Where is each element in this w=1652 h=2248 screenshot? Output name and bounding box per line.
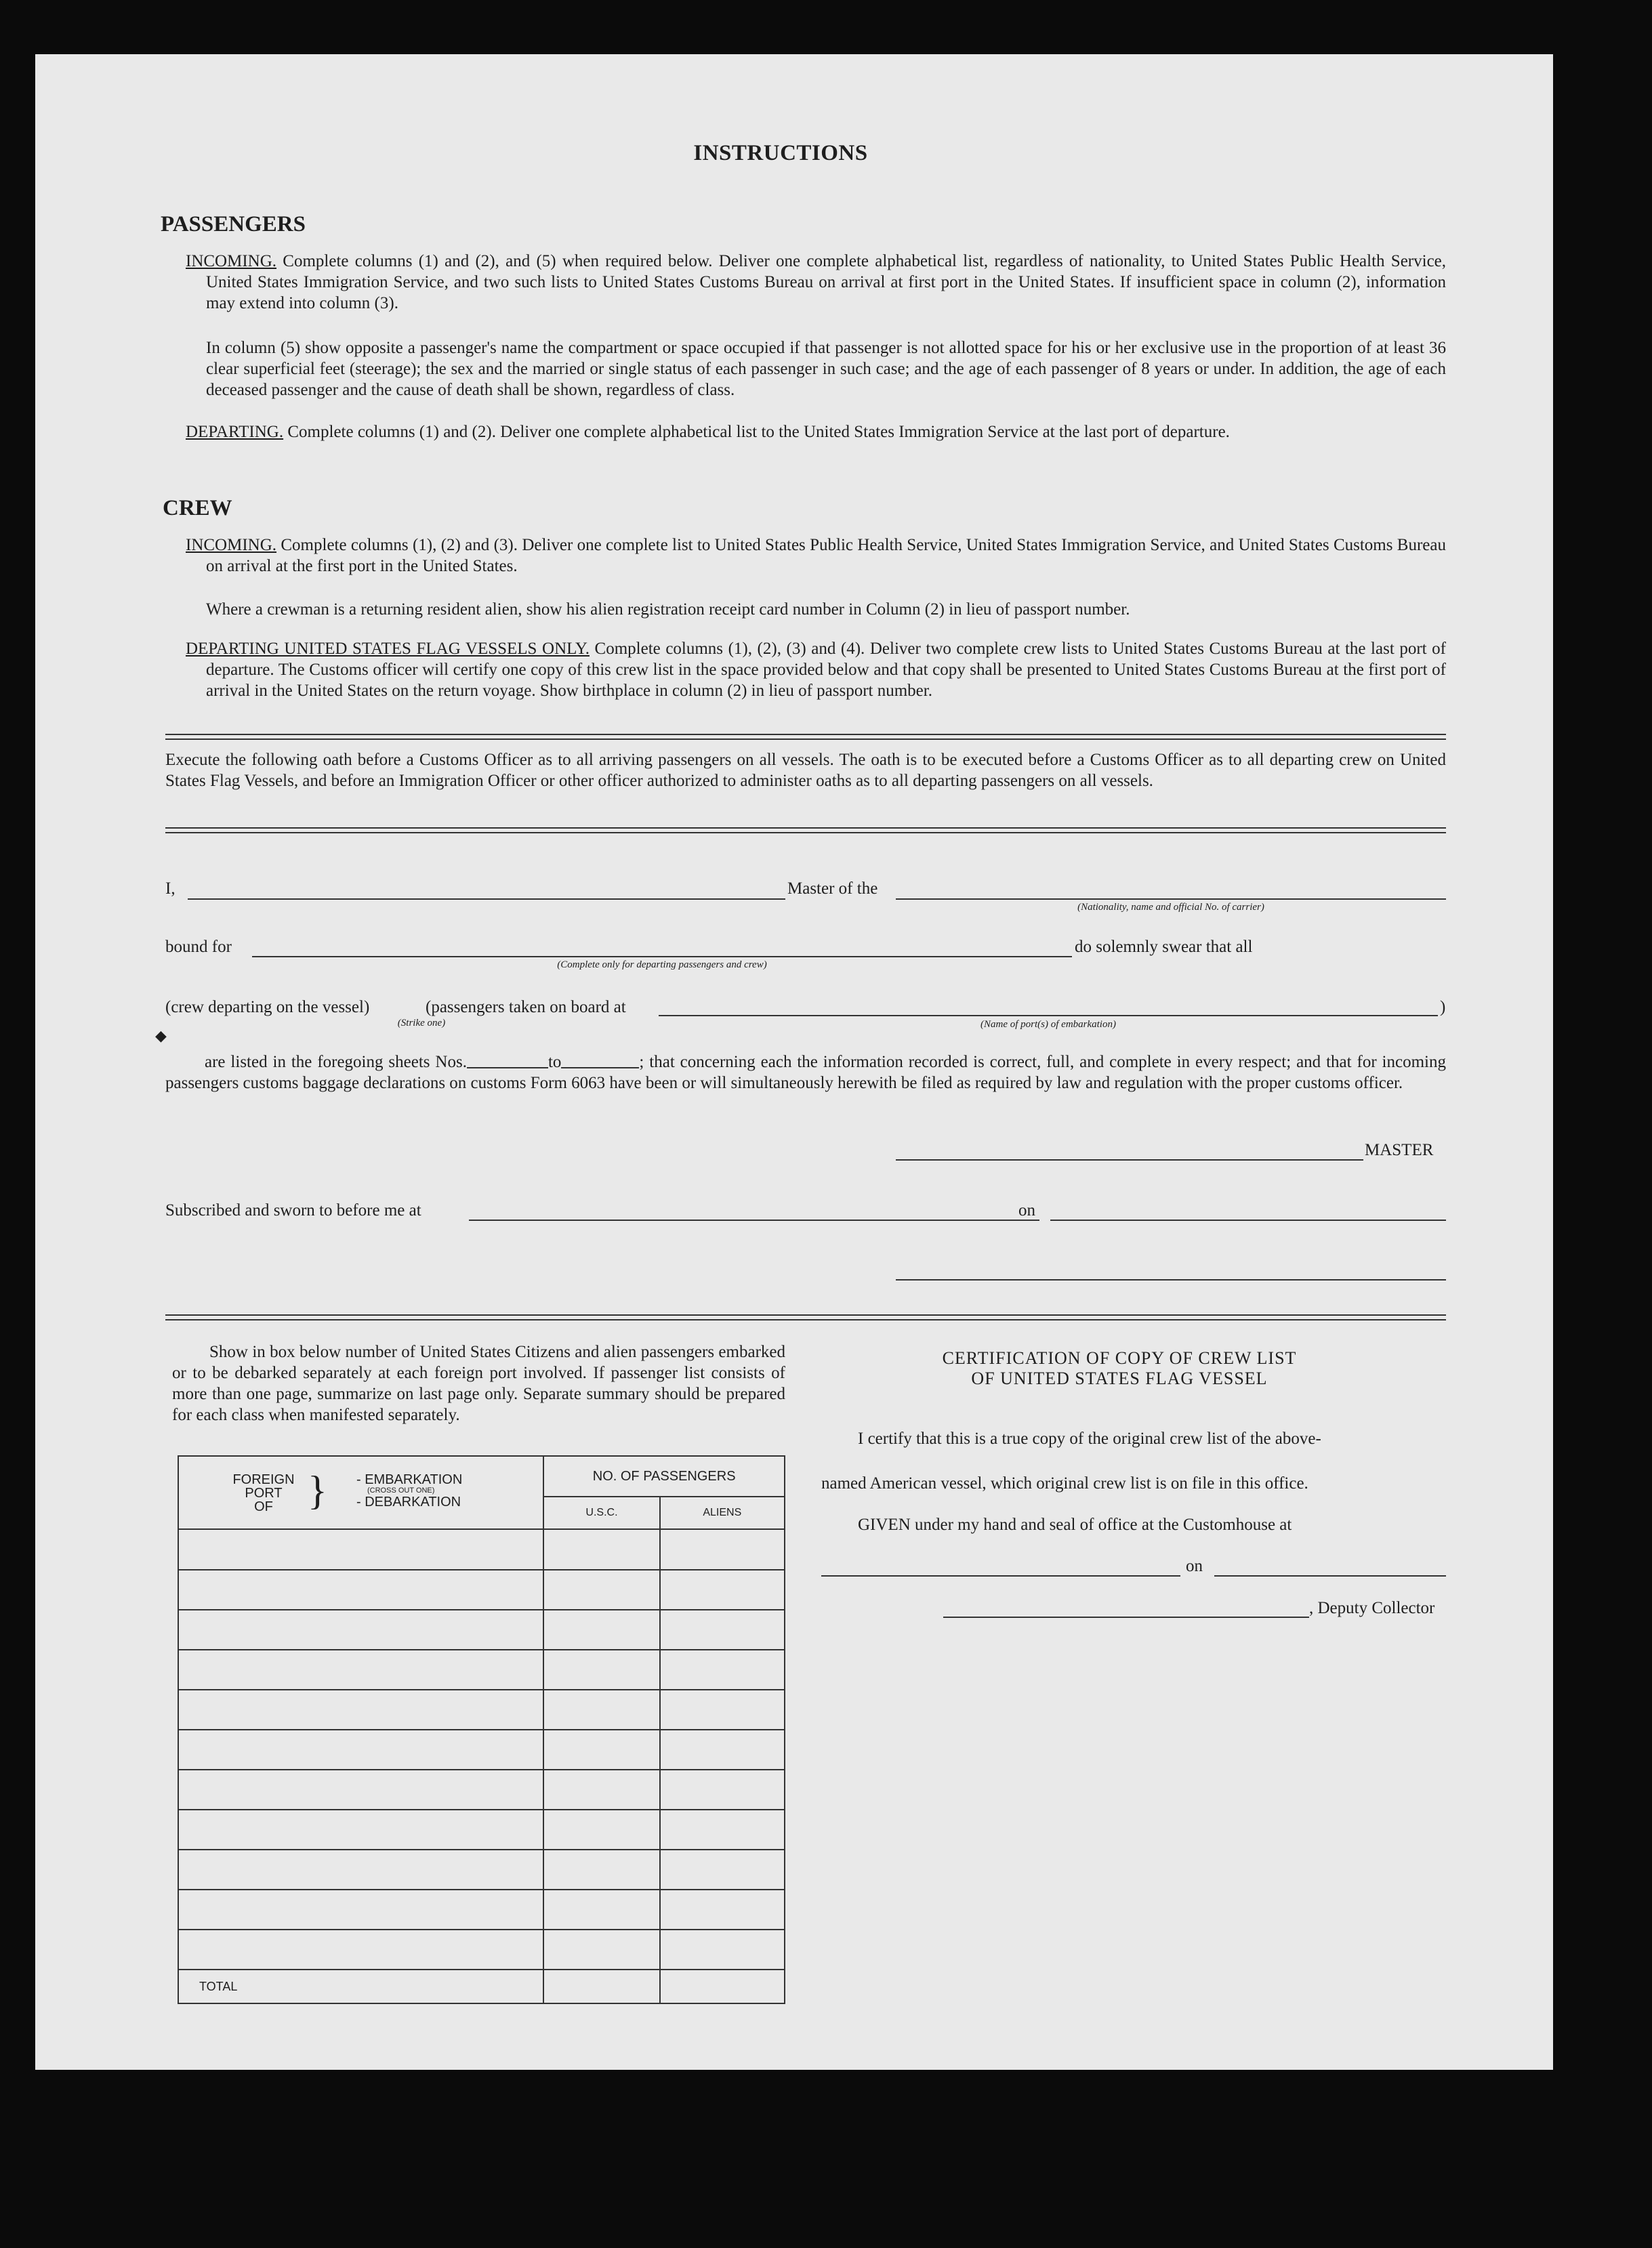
port-cell[interactable] — [178, 1930, 543, 1970]
usc-cell[interactable] — [543, 1770, 659, 1810]
port-cell[interactable] — [178, 1650, 543, 1690]
port-cell[interactable] — [178, 1570, 543, 1610]
debarkation-label[interactable]: - DEBARKATION — [356, 1495, 461, 1510]
certify-line2: named American vessel, which original crew list is on file in this office. — [821, 1474, 1308, 1493]
table-row — [178, 1610, 785, 1650]
carrier-caption: (Nationality, name and official No. of carrier) — [1077, 902, 1264, 913]
usc-cell[interactable] — [543, 1810, 659, 1850]
oath-intro-paragraph: Execute the following oath before a Customs Officer as to all arriving passengers on all vessels. The oath is to be executed before a Customs Officer as to all departing crew on United States Flag Vessels, and before an Immigration Officer or other officer authorized to administer oaths as to all departing passengers on all vessels. — [165, 751, 1446, 790]
summary-rows — [178, 1529, 785, 1970]
sworn-date-field[interactable] — [1050, 1220, 1446, 1221]
crew-heading: CREW — [163, 496, 232, 520]
port-cell[interactable] — [178, 1810, 543, 1850]
listed-rest-text: ; that concerning each the information recorded is correct, full, and complete in every respect; and that for incoming passengers customs baggage declarations on customs Form 6063 have been or will simultaneously herewith be filed as required by law and regulation with the proper customs officer. — [165, 1053, 1446, 1092]
port-cell[interactable] — [178, 1850, 543, 1890]
table-row — [178, 1810, 785, 1850]
embarkation-label[interactable]: - EMBARKATION — [356, 1472, 463, 1487]
cert-on-label: on — [1186, 1557, 1203, 1575]
port-cell[interactable] — [178, 1730, 543, 1770]
crew-departing-paragraph — [186, 638, 1446, 701]
usc-cell[interactable] — [543, 1690, 659, 1730]
diamond-mark-icon: ◆ — [155, 1027, 167, 1044]
divider — [165, 734, 1446, 740]
crew-incoming-text: Complete columns (1), (2) and (3). Deliver one complete list to United States Public Health Service, United States Immigration Service, and United States Customs Bureau on arrival at the first port in the United States. — [206, 536, 1446, 575]
divider — [165, 1314, 1446, 1320]
aliens-cell[interactable] — [660, 1850, 785, 1890]
total-aliens-cell[interactable] — [660, 1970, 785, 2003]
aliens-cell[interactable] — [660, 1770, 785, 1810]
port-cell[interactable] — [178, 1770, 543, 1810]
document-page — [35, 54, 1553, 2070]
usc-cell[interactable] — [543, 1529, 659, 1570]
customhouse-field[interactable] — [821, 1575, 1180, 1577]
certification-heading-line1: CERTIFICATION OF COPY OF CREW LIST — [942, 1348, 1297, 1368]
aliens-cell[interactable] — [660, 1930, 785, 1970]
master-signature-field[interactable] — [896, 1159, 1363, 1161]
certification-heading — [814, 1348, 1424, 1389]
aliens-cell[interactable] — [660, 1650, 785, 1690]
passengers-heading: PASSENGERS — [161, 212, 306, 236]
listed-in-text: are listed in the foregoing sheets Nos. — [205, 1053, 467, 1071]
crew-departing-text: Complete columns (1), (2), (3) and (4). Deliver two complete crew lists to United States Customs Bureau at the last port of departure. The Customs officer will certify one copy of this crew list in the space provided below and that copy shall be presented to United States Customs Bureau at the first port of arrival in the United States on the return voyage. Show birthplace in column (2) in lieu of passport number. — [206, 640, 1446, 700]
sheet-from-field[interactable] — [467, 1067, 548, 1068]
crew-incoming-paragraph — [186, 535, 1446, 577]
sworn-place-field[interactable] — [469, 1220, 1039, 1221]
subscribed-label: Subscribed and sworn to before me at — [165, 1201, 421, 1220]
bound-for-field[interactable] — [252, 956, 1072, 957]
passengers-departing-paragraph — [186, 421, 1446, 442]
oath-i-label: I, — [165, 879, 175, 898]
port-cell[interactable] — [178, 1610, 543, 1650]
table-row — [178, 1690, 785, 1730]
total-label: TOTAL — [178, 1970, 543, 2003]
ports-caption: (Name of port(s) of embarkation) — [980, 1019, 1116, 1030]
aliens-cell[interactable] — [660, 1810, 785, 1850]
cross-out-label: (CROSS OUT ONE) — [367, 1486, 435, 1495]
master-of-the-label: Master of the — [787, 879, 878, 898]
brace-mark: } — [308, 1468, 327, 1513]
strike-one-caption: (Strike one) — [397, 1018, 446, 1028]
summary-instructions: Show in box below number of United States Citizens and alien passengers embarked or to be debarked separately at each foreign port involved. If passenger list consists of more than one page, summarize on last page only. Separate summary should be prepared for each class when manifested separately. — [172, 1343, 785, 1424]
crew-crewman-paragraph: Where a crewman is a returning resident alien, show his alien registration receipt card number in Column (2) in lieu of passport number. — [206, 600, 1130, 619]
crew-departing-option[interactable]: (crew departing on the vessel) — [165, 998, 370, 1016]
to-label: to — [548, 1053, 562, 1071]
port-cell[interactable] — [178, 1690, 543, 1730]
bound-for-caption: (Complete only for departing passengers and crew) — [557, 959, 767, 970]
given-line: GIVEN under my hand and seal of office at the Customhouse at — [858, 1516, 1292, 1534]
on-label: on — [1018, 1201, 1035, 1220]
close-paren: ) — [1440, 998, 1446, 1016]
aliens-cell[interactable] — [660, 1690, 785, 1730]
solemnly-swear-label: do solemnly swear that all — [1075, 938, 1253, 956]
embarkation-ports-field[interactable] — [659, 1015, 1438, 1016]
passengers-taken-option[interactable]: (passengers taken on board at — [426, 998, 626, 1016]
carrier-field[interactable] — [896, 898, 1446, 900]
deputy-signature-field[interactable] — [943, 1617, 1309, 1618]
foreign-label: FOREIGN — [232, 1472, 295, 1487]
certification-heading-line2: OF UNITED STATES FLAG VESSEL — [971, 1369, 1268, 1388]
usc-cell[interactable] — [543, 1570, 659, 1610]
port-cell[interactable] — [178, 1890, 543, 1930]
master-name-field[interactable] — [188, 898, 785, 900]
passengers-departing-label: DEPARTING. — [186, 423, 284, 441]
port-header-cell — [178, 1456, 543, 1529]
table-row — [178, 1770, 785, 1810]
table-row — [178, 1529, 785, 1570]
passengers-departing-text: Complete columns (1) and (2). Deliver one complete alphabetical list to the United States Immigration Service at the last port of departure. — [287, 423, 1230, 441]
aliens-header: ALIENS — [660, 1497, 785, 1529]
cert-date-field[interactable] — [1214, 1575, 1446, 1577]
table-row — [178, 1930, 785, 1970]
passengers-incoming-label: INCOMING. — [186, 252, 277, 270]
crew-departing-label: DEPARTING UNITED STATES FLAG VESSELS ONLY. — [186, 640, 590, 658]
divider — [165, 827, 1446, 833]
page-title: INSTRUCTIONS — [693, 141, 868, 165]
crew-incoming-label: INCOMING. — [186, 536, 277, 554]
certify-line1: I certify that this is a true copy of the original crew list of the above- — [858, 1430, 1321, 1448]
table-row — [178, 1890, 785, 1930]
sheet-to-field[interactable] — [561, 1067, 639, 1068]
aliens-cell[interactable] — [660, 1570, 785, 1610]
no-of-passengers-header: NO. OF PASSENGERS — [543, 1456, 785, 1497]
aliens-cell[interactable] — [660, 1890, 785, 1930]
listed-paragraph — [165, 1052, 1446, 1094]
passengers-column5-paragraph: In column (5) show opposite a passenger's name the compartment or space occupied if that passenger is not allotted space for his or her exclusive use in the proportion of at least 36 clear superficial feet (steerage); the sex and the married or single status of each passenger in such case; and the age of each passenger of 8 years or under. In addition, the age of each deceased passenger and the cause of death shall be shown, regardless of class. — [206, 339, 1446, 399]
master-signature-label: MASTER — [1365, 1141, 1434, 1159]
usc-cell[interactable] — [543, 1610, 659, 1650]
aliens-cell[interactable] — [660, 1610, 785, 1650]
of-label: OF — [254, 1499, 273, 1514]
usc-cell[interactable] — [543, 1730, 659, 1770]
usc-cell[interactable] — [543, 1930, 659, 1970]
aliens-cell[interactable] — [660, 1529, 785, 1570]
officer-signature-field[interactable] — [896, 1279, 1446, 1281]
table-row — [178, 1850, 785, 1890]
passengers-incoming-text: Complete columns (1) and (2), and (5) when required below. Deliver one complete alphabetical list, regardless of nationality, to United States Public Health Service, United States Immigration Service, and two such lists to United States Customs Bureau on arrival at first port in the United States. If insufficient space in column (2), information may extend into column (3). — [206, 252, 1447, 312]
aliens-cell[interactable] — [660, 1730, 785, 1770]
usc-cell[interactable] — [543, 1850, 659, 1890]
usc-cell[interactable] — [543, 1890, 659, 1930]
port-cell[interactable] — [178, 1529, 543, 1570]
table-row — [178, 1730, 785, 1770]
port-label: PORT — [245, 1486, 283, 1501]
bound-for-label: bound for — [165, 938, 232, 956]
passenger-summary-table — [178, 1455, 785, 2004]
usc-header: U.S.C. — [543, 1497, 659, 1529]
table-row — [178, 1650, 785, 1690]
table-row — [178, 1570, 785, 1610]
passengers-incoming-paragraph — [186, 251, 1447, 314]
total-usc-cell[interactable] — [543, 1970, 659, 2003]
usc-cell[interactable] — [543, 1650, 659, 1690]
deputy-collector-label: , Deputy Collector — [1309, 1599, 1435, 1617]
